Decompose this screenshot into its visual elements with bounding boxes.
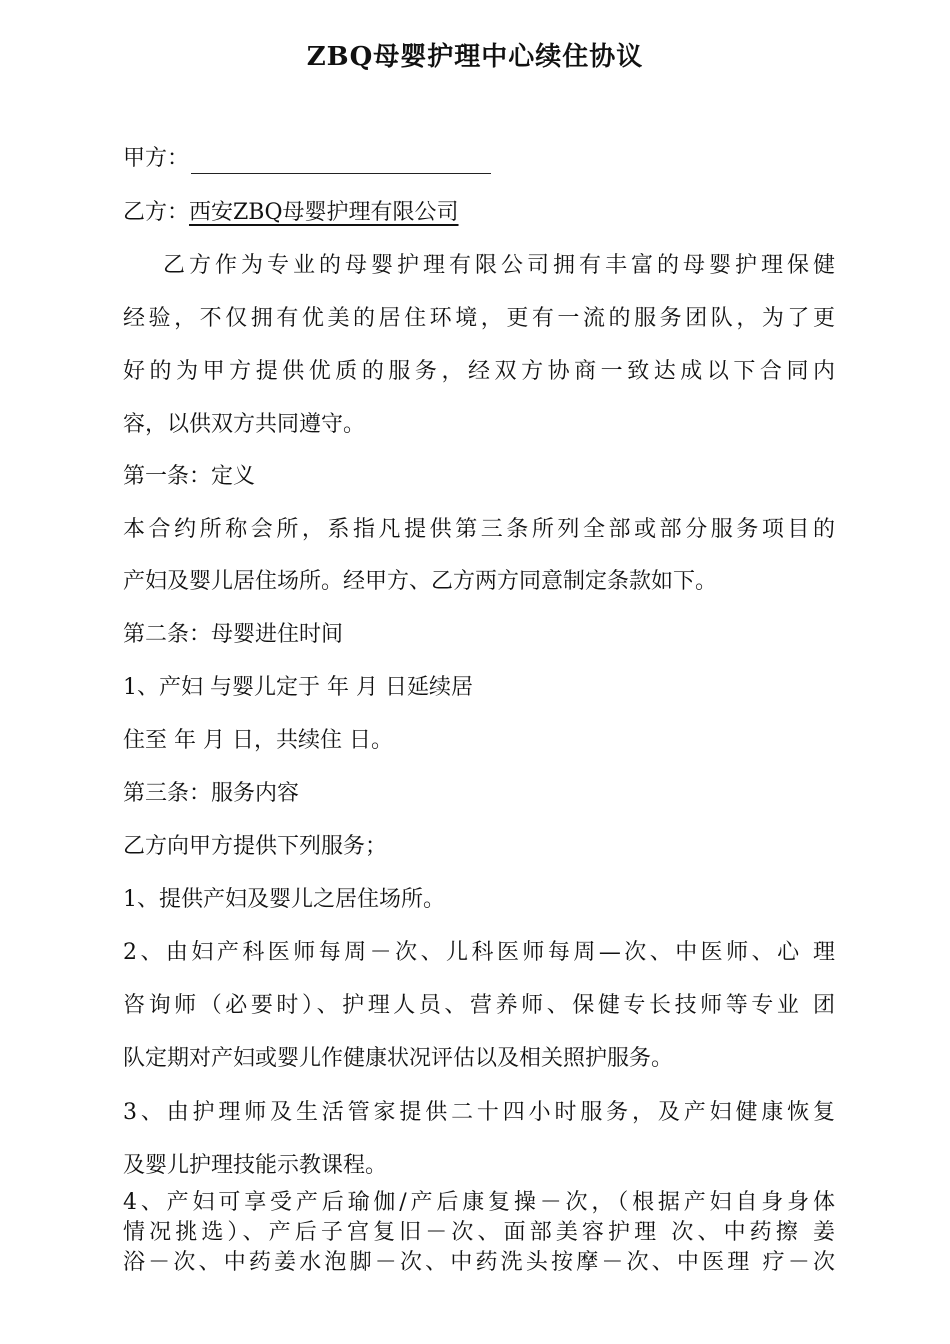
service-item-3-line-1: 3、由护理师及生活管家提供二十四小时服务，及产妇健康恢复 [123,1100,835,1125]
article-2-line-1: 1、产妇 与婴儿定于 年 月 日延续居 [123,675,473,700]
article-3-heading: 第三条：服务内容 [123,781,300,806]
service-item-4-line-2: 情况挑选）、产后子宫复旧－次、面部美容护理 次、中药擦 姜 [123,1220,835,1245]
service-item-2-line-3: 队定期对产妇或婴儿作健康状况评估以及相关照护服务。 [123,1046,674,1071]
service-item-2-line-1: 2、由妇产科医师每周－次、儿科医师每周—次、中医师、心 理 [123,940,835,965]
service-item-3-line-2: 及婴儿护理技能示教课程。 [123,1153,388,1178]
party-b-label: 乙方： [123,200,190,225]
service-item-2-line-2: 咨询师（必要时）、护理人员、营养师、保健专长技师等专业 团 [123,993,835,1018]
service-item-4-line-1: 4、产妇可享受产后瑜伽/产后康复操－次，（根据产妇自身身体 [123,1190,835,1215]
service-item-4-line-3: 浴－次、中药姜水泡脚－次、中药洗头按摩－次、中医理 疗－次 [123,1250,835,1275]
intro-line-4: 容，以供双方共同遵守。 [123,412,366,437]
article-2-heading: 第二条：母婴进住时间 [123,622,344,647]
party-a-blank[interactable] [191,149,491,174]
article-1-line-1: 本合约所称会所，系指凡提供第三条所列全部或部分服务项目的 [123,517,835,542]
article-3-intro: 乙方向甲方提供下列服务； [123,834,388,859]
document-title: ZBQ母婴护理中心续住协议 [306,42,644,72]
intro-line-1: 乙方作为专业的母婴护理有限公司拥有丰富的母婴护理保健 [163,253,835,278]
intro-line-2: 经验，不仅拥有优美的居住环境，更有一流的服务团队，为了更 [123,306,835,331]
party-b-line [123,198,835,228]
article-1-line-2: 产妇及婴儿居住场所。经甲方、乙方两方同意制定条款如下。 [123,569,718,594]
article-2-line-2: 住至 年 月 日，共续住 日。 [123,728,393,753]
party-b-value: 西安ZBQ母婴护理有限公司 [189,200,459,225]
service-item-1: 1、提供产妇及婴儿之居住场所。 [123,887,445,912]
party-a-line [123,144,835,174]
article-1-heading: 第一条：定义 [123,464,256,489]
intro-line-3: 好的为甲方提供优质的服务，经双方协商一致达成以下合同内 [123,359,835,384]
party-a-label: 甲方： [123,146,190,171]
